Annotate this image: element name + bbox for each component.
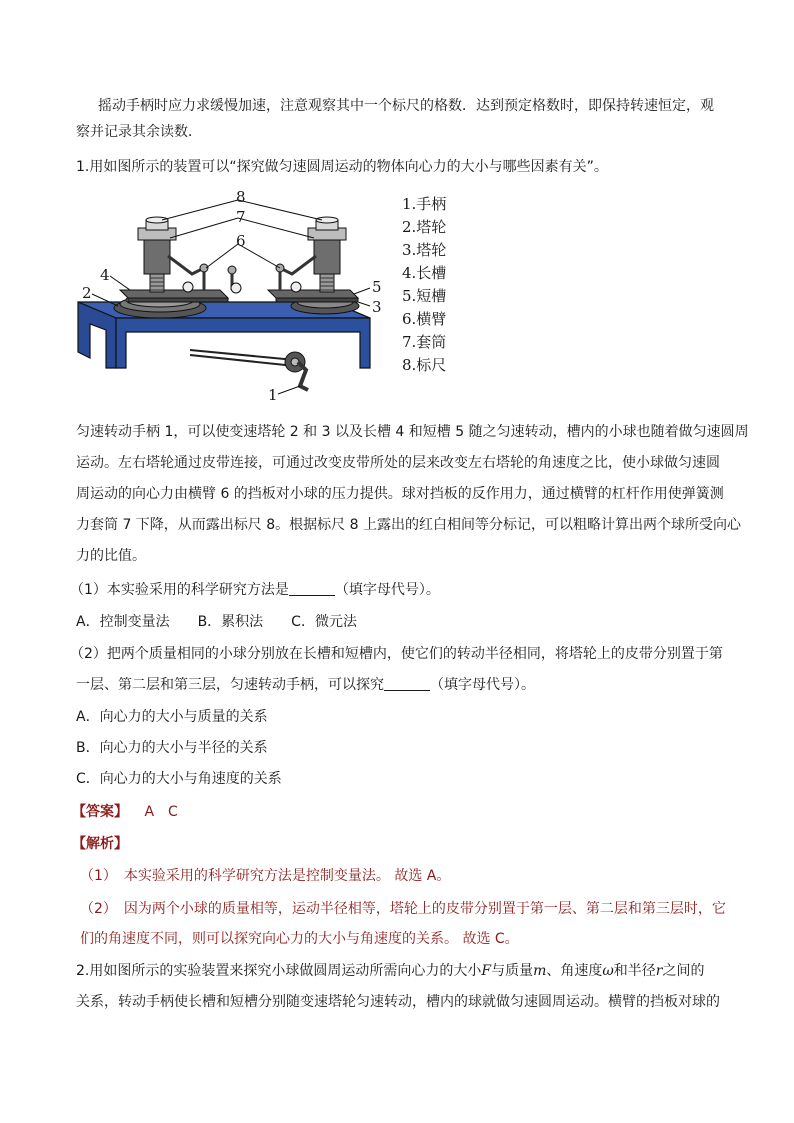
- intro-line-1: 摇动手柄时应力求缓慢加速，注意观察其中一个标尺的格数．达到预定格数时，即保持转速恒定，观: [98, 98, 714, 114]
- q1-stem: 1.用如图所示的装置可以“探究做匀速圆周运动的物体向心力的大小与哪些因素有关”。: [76, 159, 608, 175]
- q2-text: 、角速度: [546, 963, 603, 979]
- intro-line-2: 察并记录其余读数．: [76, 124, 202, 140]
- analysis-line: 们的角速度不同，则可以探究向心力的大小与角速度的关系。 故选 C。: [80, 931, 519, 947]
- var-omega: ω: [602, 963, 614, 979]
- analysis-line: （1） 本实验采用的科学研究方法是控制变量法。 故选 A。: [80, 868, 451, 884]
- q2-text: 与质量: [491, 963, 534, 979]
- q1-sub2-suffix: （填字母代号）。: [430, 677, 535, 693]
- legend-item: 4.长槽: [402, 264, 447, 282]
- answer-blank: [384, 676, 430, 691]
- callout-4: 4: [100, 266, 110, 284]
- answer-label: 【答案】: [72, 804, 128, 820]
- q1-sub2-option-b: B．向心力的大小与半径的关系: [76, 740, 268, 756]
- q1-desc-line: 匀速转动手柄 1，可以使变速塔轮 2 和 3 以及长槽 4 和短槽 5 随之匀速转动，槽内的小球也随着做匀速圆周: [76, 424, 749, 440]
- q2-text: 2.用如图所示的实验装置来探究小球做圆周运动所需向心力的大小: [76, 963, 482, 979]
- callout-3: 3: [372, 298, 382, 316]
- analysis-line: （2） 因为两个小球的质量相等，运动半径相等，塔轮上的皮带分别置于第一层、第二层和第三层时，它: [80, 901, 726, 917]
- q1-desc-line: 周运动的向心力由横臂 6 的挡板对小球的压力提供。球对挡板的反作用力，通过横臂的杠杆作用使弹簧测: [76, 486, 724, 502]
- callout-6: 6: [236, 232, 246, 250]
- legend-item: 7.套筒: [402, 333, 447, 351]
- q1-desc-line: 运动。左右塔轮通过皮带连接，可通过改变皮带所处的层来改变左右塔轮的角速度之比，使小球做匀速圆: [76, 455, 720, 471]
- q1-desc-line: 力的比值。: [76, 548, 146, 564]
- q2-line-1: [76, 961, 704, 981]
- q2-text: 之间的: [662, 963, 705, 979]
- legend-item: 5.短槽: [402, 287, 447, 305]
- legend-item: 2.塔轮: [402, 218, 447, 236]
- q1-sub1-suffix: （填字母代号）。: [334, 582, 440, 598]
- q1-sub2-line-2: [76, 675, 535, 695]
- var-r: r: [655, 963, 663, 979]
- callout-8: 8: [236, 188, 246, 206]
- callout-2: 2: [82, 284, 92, 302]
- apparatus-figure: [70, 190, 390, 405]
- q2-line-2: 关系，转动手柄使长槽和短槽分别随变速塔轮匀速转动，槽内的球就做匀速圆周运动。横臂的挡板对球的: [76, 994, 720, 1010]
- legend-item: 8.标尺: [402, 356, 447, 374]
- legend-item: 1.手柄: [402, 195, 447, 213]
- callout-1: 1: [268, 386, 278, 404]
- q1-sub2-line-1: （2）把两个质量相同的小球分别放在长槽和短槽内，使它们的转动半径相同，将塔轮上的皮带分别置于第: [70, 646, 723, 662]
- callout-7: 7: [236, 208, 246, 226]
- q1-sub1: [70, 580, 440, 600]
- answer-value: A C: [144, 804, 178, 820]
- q1-sub1-text: （1）本实验采用的科学研究方法是: [70, 582, 289, 598]
- var-F: F: [481, 963, 492, 979]
- analysis-label: 【解析】: [72, 836, 128, 852]
- q1-sub1-options: A．控制变量法 B．累积法 C．微元法: [76, 614, 357, 630]
- apparatus-diagram: [70, 190, 390, 405]
- legend-item: 6.横臂: [402, 310, 447, 328]
- q1-desc-line: 力套筒 7 下降，从而露出标尺 8。根据标尺 8 上露出的红白相间等分标记，可以粗略计算出两个球所受向心: [76, 517, 741, 533]
- var-m: m: [533, 963, 547, 979]
- q1-sub2-text: 一层、第二层和第三层，匀速转动手柄，可以探究: [76, 677, 384, 693]
- q1-sub2-option-c: C．向心力的大小与角速度的关系: [76, 771, 282, 787]
- legend-item: 3.塔轮: [402, 241, 447, 259]
- callout-5: 5: [372, 278, 382, 296]
- answer-row: [72, 802, 178, 822]
- q2-text: 和半径: [613, 963, 656, 979]
- q1-sub2-option-a: A．向心力的大小与质量的关系: [76, 709, 268, 725]
- answer-blank: [289, 581, 335, 596]
